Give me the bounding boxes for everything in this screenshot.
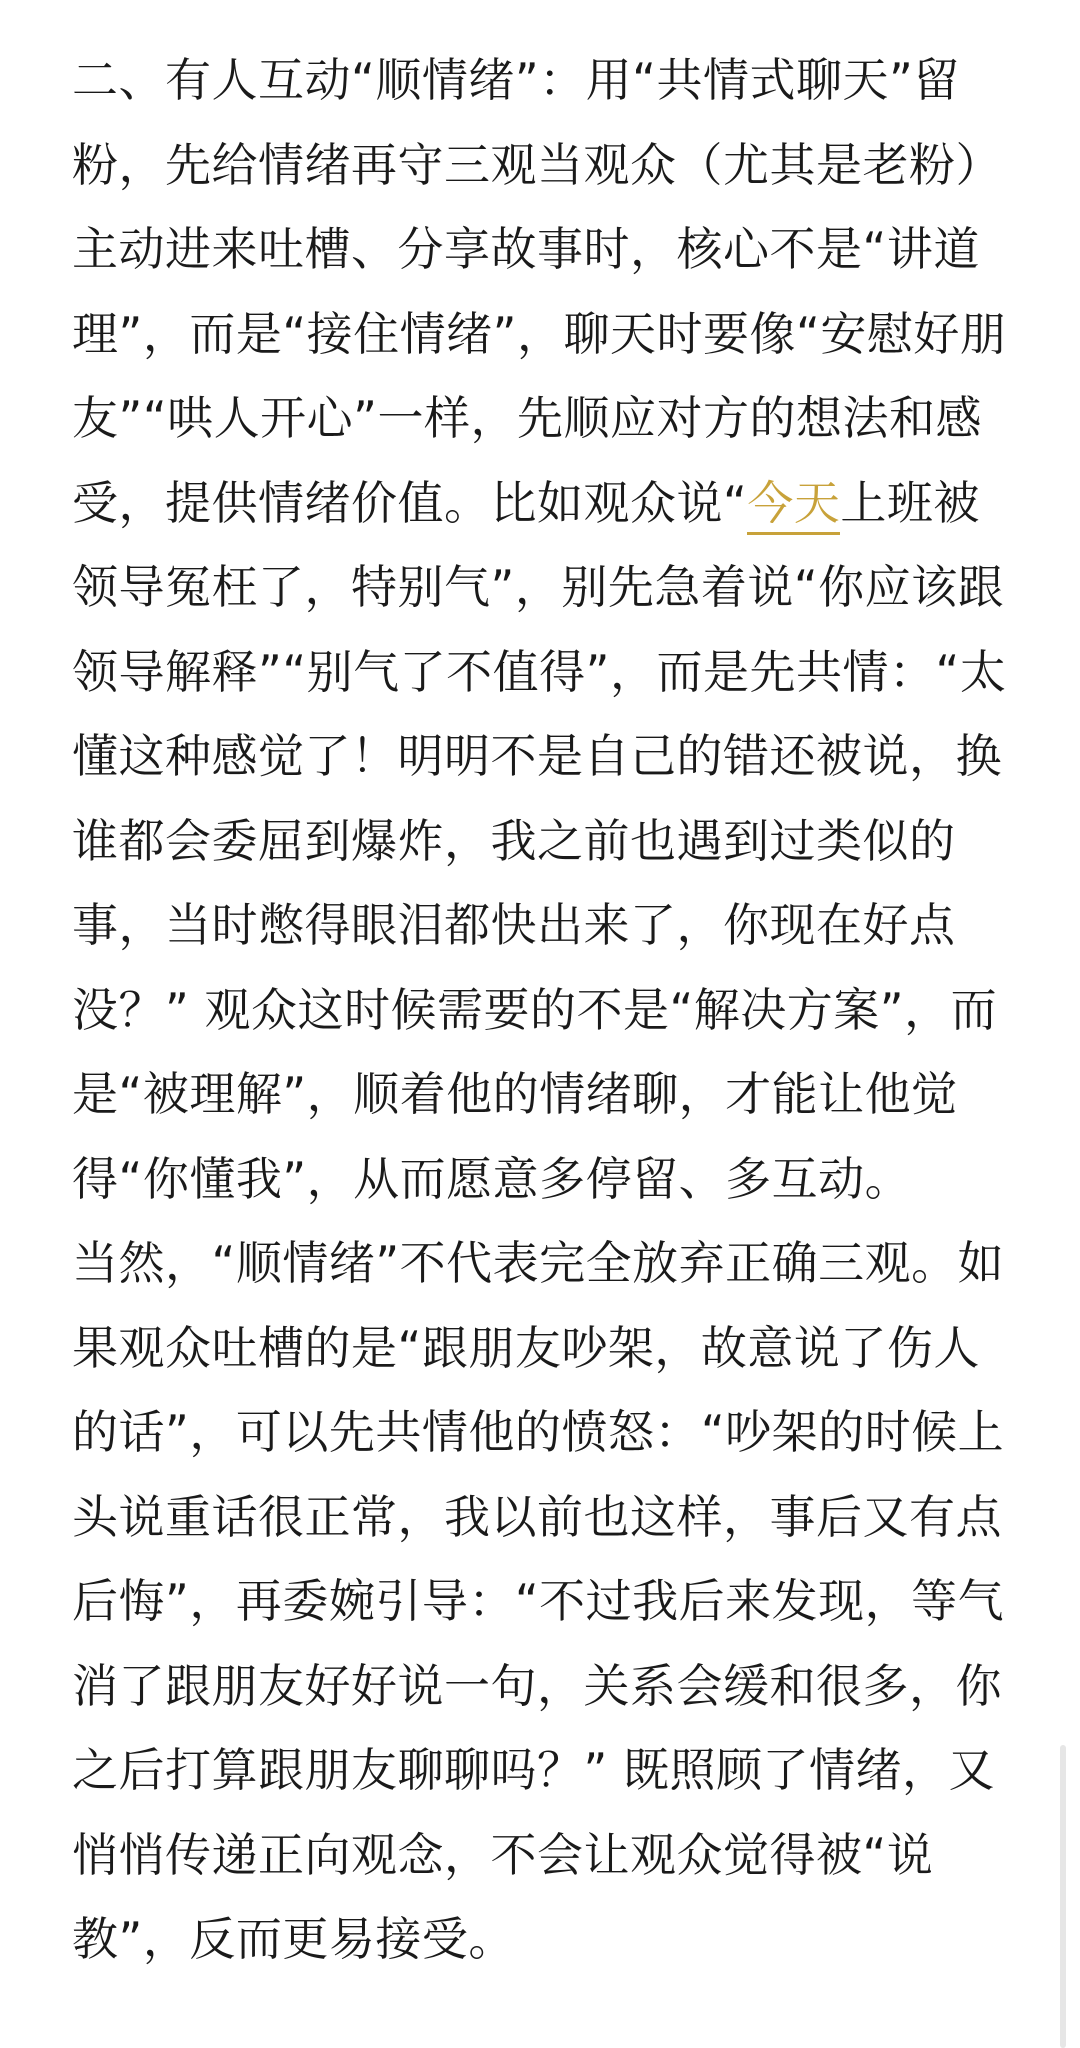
text-line: 当然，“顺情绪”不代表完全放弃正确三观。如 xyxy=(72,1236,1005,1290)
text-segment: 上班被 xyxy=(840,475,980,530)
text-line: 谁都会委屈到爆炸，我之前也遇到过类似的 xyxy=(72,813,956,868)
text-line: 领导冤枉了，特别气”，别先急着说“你应该跟 xyxy=(72,560,1005,614)
text-line: 后悔”，再委婉引导：“不过我后来发现，等气 xyxy=(72,1574,1005,1628)
text-line: 之后打算跟朋友聊聊吗？” 既照顾了情绪，又 xyxy=(72,1743,995,1797)
text-line: 的话”，可以先共情他的愤怒：“吵架的时候上 xyxy=(72,1405,1005,1459)
text-line: 粉，先给情绪再守三观当观众（尤其是老粉） xyxy=(72,137,1002,192)
text-segment: 受，提供情绪价值。比如观众说“ xyxy=(72,475,748,530)
text-line: 二、有人互动“顺情绪”：用“共情式聊天”留 xyxy=(72,53,960,107)
text-line: 理”，而是“接住情绪”，聊天时要像“安慰好朋 xyxy=(72,306,1007,361)
article-body xyxy=(72,38,1012,1982)
text-line: 没？” 观众这时候需要的不是“解决方案”，而 xyxy=(72,982,998,1037)
text-line: 懂这种感觉了！明明不是自己的错还被说，换 xyxy=(72,729,1002,783)
text-line: 教”，反而更易接受。 xyxy=(72,1912,515,1966)
text-line: 果观众吐槽的是“跟朋友吵架，故意说了伤人 xyxy=(72,1320,980,1375)
scrollbar[interactable] xyxy=(1060,1745,1066,2048)
text-line: 悄悄传递正向观念，不会让观众觉得被“说 xyxy=(72,1827,934,1882)
text-line: 事，当时憋得眼泪都快出来了，你现在好点 xyxy=(72,898,956,952)
text-line: 得“你懂我”，从而愿意多停留、多互动。 xyxy=(72,1151,912,1206)
text-line: 友”“哄人开心”一样，先顺应对方的想法和感 xyxy=(72,391,982,445)
text-line xyxy=(72,461,1012,546)
text-line: 消了跟朋友好好说一句，关系会缓和很多，你 xyxy=(72,1658,1002,1713)
text-line: 领导解释”“别气了不值得”，而是先共情：“太 xyxy=(72,644,1007,699)
keyword-link[interactable]: 今天 xyxy=(747,476,840,535)
text-line: 头说重话很正常，我以前也这样，事后又有点 xyxy=(72,1489,1002,1544)
text-line: 是“被理解”，顺着他的情绪聊，才能让他觉 xyxy=(72,1067,958,1121)
text-line: 主动进来吐槽、分享故事时，核心不是“讲道 xyxy=(72,222,980,276)
